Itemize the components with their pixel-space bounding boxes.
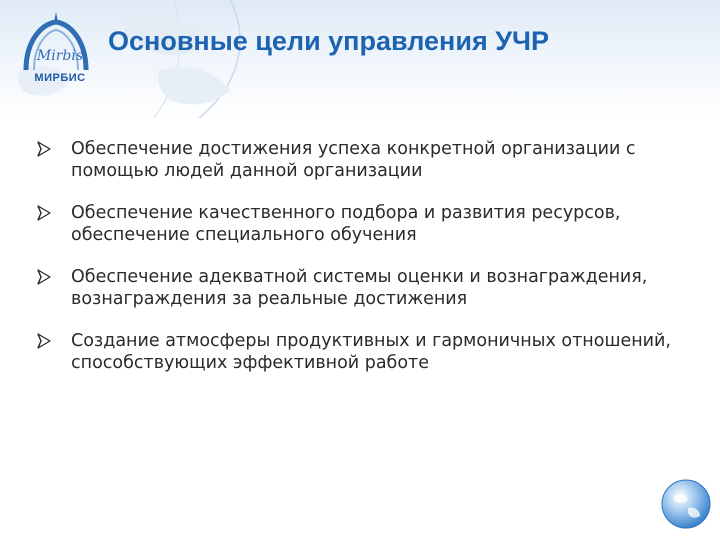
bullet-item (36, 266, 706, 310)
bullet-text: Создание атмосферы продуктивных и гармоничных отношений, способствующих эффективной работе (71, 331, 671, 373)
logo-script-text: Mirbis (36, 48, 84, 64)
bullet-item (36, 202, 706, 246)
header-band (0, 0, 720, 118)
bullet-item (36, 138, 706, 182)
slide-title: Основные цели управления УЧР (108, 26, 549, 56)
bullet-text: Обеспечение качественного подбора и развития ресурсов, обеспечение специального обучения (71, 203, 621, 245)
arrow-bullet-icon (36, 332, 52, 350)
bullet-text: Обеспечение адекватной системы оценки и вознаграждения, вознаграждения за реальные достижения (71, 267, 648, 309)
mirbis-logo (8, 10, 104, 90)
arrow-bullet-icon (36, 204, 52, 222)
logo-word-text: МИРБИС (34, 72, 86, 84)
arrow-bullet-icon (36, 140, 52, 158)
bullet-text: Обеспечение достижения успеха конкретной организации с помощью людей данной организации (71, 139, 636, 181)
bullet-list (36, 138, 706, 394)
globe-icon (660, 478, 712, 530)
arrow-bullet-icon (36, 268, 52, 286)
bullet-item (36, 330, 706, 374)
